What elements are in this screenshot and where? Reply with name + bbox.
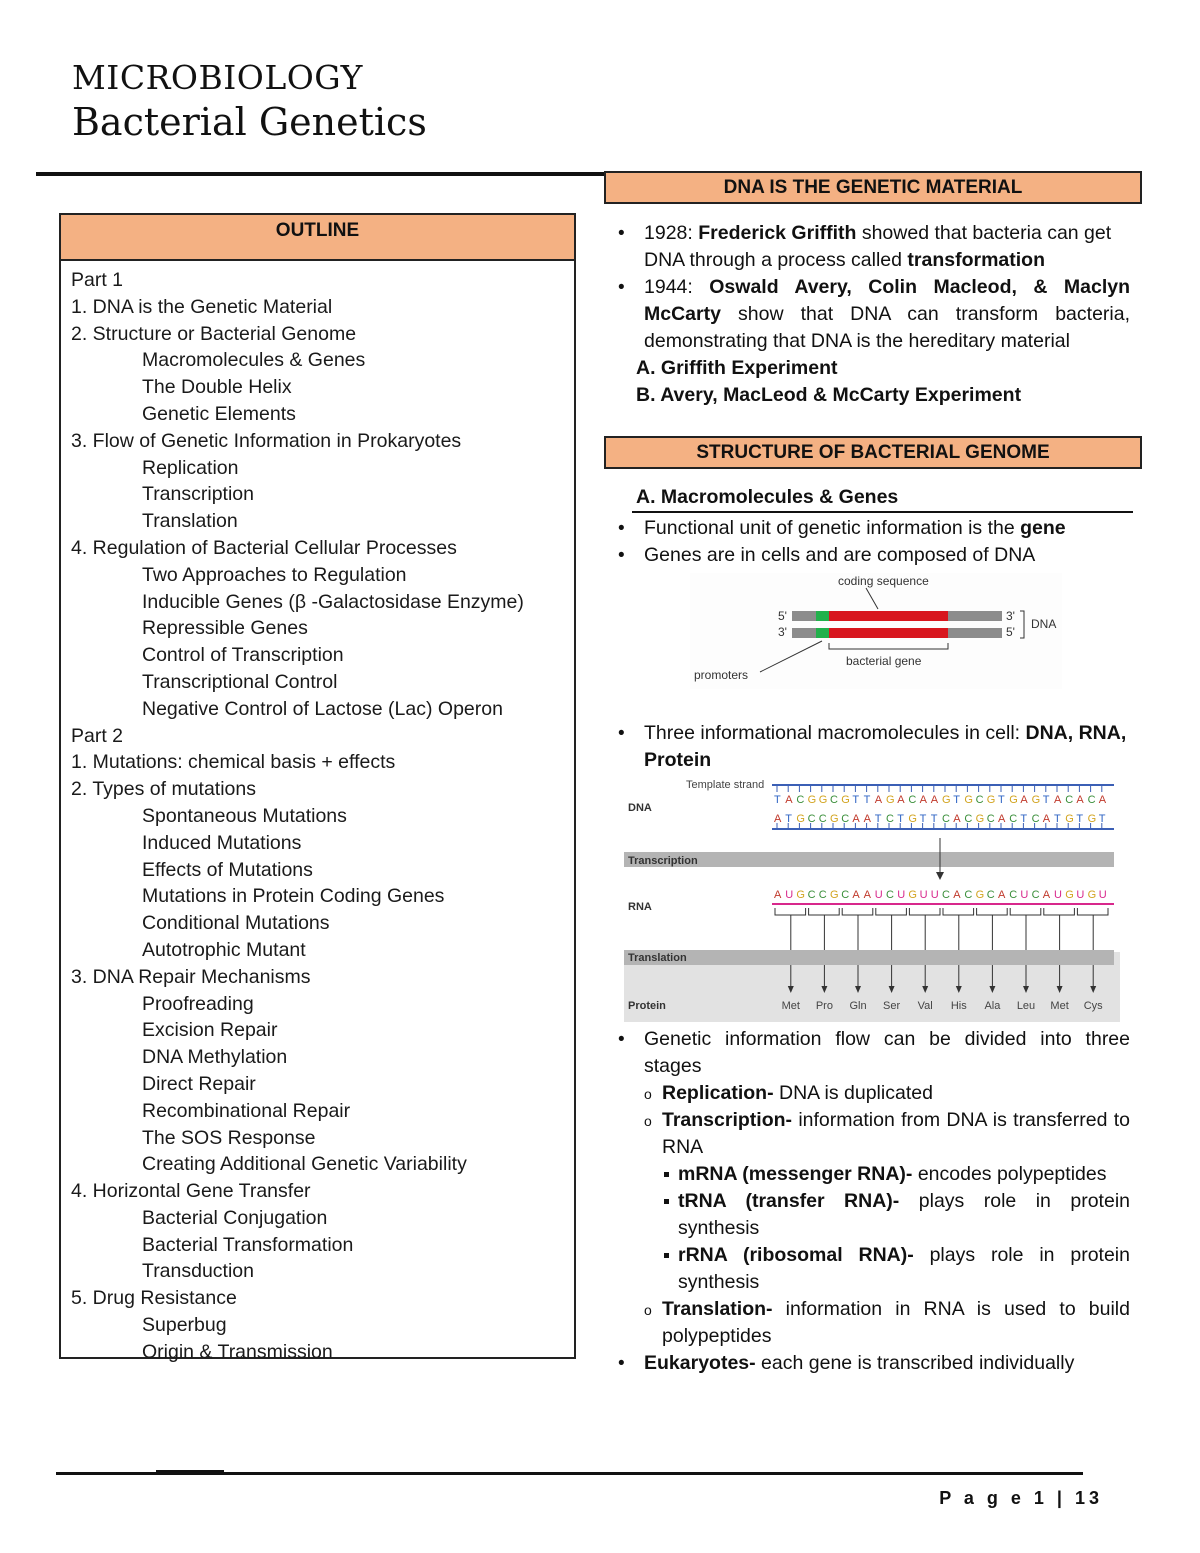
replication-item: o Replication- DNA is duplicated — [644, 1080, 1130, 1107]
nucleotide: C — [964, 813, 973, 825]
outline-item: 1. DNA is the Genetic Material — [71, 295, 333, 318]
outline-subitem: Repressible Genes — [142, 617, 308, 640]
nucleotide: T — [1020, 813, 1028, 825]
nucleotide: A — [774, 889, 782, 901]
outline-item: 5. Drug Resistance — [71, 1287, 237, 1310]
outline-item: Part 1 — [71, 269, 124, 291]
nucleotide: C — [1009, 813, 1018, 825]
nucleotide: T — [874, 813, 882, 825]
nucleotide: C — [986, 889, 995, 901]
outline-subitem: Transcriptional Control — [142, 670, 338, 693]
outline-subitem: Control of Transcription — [142, 644, 344, 667]
nucleotide: U — [1054, 889, 1062, 901]
outline-item: 3. DNA Repair Mechanisms — [71, 965, 311, 988]
nucleotide: T — [1098, 813, 1106, 825]
outline-item: 3. Flow of Genetic Information in Prokaryotes — [71, 429, 462, 452]
outline-subitem: Macromolecules & Genes — [142, 349, 366, 372]
nucleotide: G — [807, 794, 817, 806]
nucleotide: C — [841, 889, 850, 901]
outline-subitem: Negative Control of Lactose (Lac) Operon — [142, 697, 503, 720]
outline-subitem: Transcription — [142, 483, 254, 506]
outline-subitem: Transduction — [142, 1260, 255, 1283]
nucleotide: T — [1054, 813, 1061, 825]
nucleotide: U — [1098, 889, 1107, 901]
outline-subitem: Conditional Mutations — [142, 912, 330, 935]
macromolecules-subheading: A. Macromolecules & Genes — [636, 486, 899, 508]
genome-section-header: STRUCTURE OF BACTERIAL GENOME — [604, 436, 1142, 469]
amino-acid-label: Gln — [849, 1000, 867, 1012]
nucleotide: C — [908, 794, 917, 806]
promoters-label: promoters — [694, 668, 749, 682]
griffith-experiment: A. Griffith Experiment — [636, 357, 838, 379]
outline-subitem: The SOS Response — [142, 1126, 316, 1149]
gene-bullets — [614, 515, 1130, 569]
dna-row-label: DNA — [628, 802, 652, 814]
topic-title: Bacterial Genetics — [72, 100, 427, 144]
five-prime-left: 5' — [778, 609, 787, 623]
outline-subitem: DNA Methylation — [142, 1046, 288, 1069]
bacterial-gene-label: bacterial gene — [846, 654, 922, 668]
downstream-strand-top — [948, 611, 1002, 621]
outline-subitem: Spontaneous Mutations — [142, 804, 347, 827]
five-prime-right: 5' — [1006, 625, 1015, 639]
translation-item: o Translation- information in RNA is used to build polypeptides — [644, 1296, 1130, 1350]
nucleotide: A — [998, 889, 1006, 901]
macromolecules-bullet: • Three informational macromolecules in cell: DNA, RNA, Protein — [614, 720, 1130, 774]
outline-subitem: Proofreading — [142, 992, 254, 1015]
outline-subitem: Replication — [142, 456, 239, 479]
nucleotide: G — [975, 889, 985, 901]
header-rule — [36, 172, 606, 176]
nucleotide: C — [818, 889, 827, 901]
amino-acid-label: Met — [1050, 1000, 1069, 1012]
nucleotide: G — [830, 813, 839, 825]
nucleotide: G — [1031, 794, 1041, 806]
nucleotide: C — [1065, 794, 1074, 806]
avery-bullet: • 1944: Oswald Avery, Colin Macleod, & Maclyn McCarty show that DNA can transform bacteria, demonstrating that DNA is the hereditary material — [614, 274, 1130, 355]
amino-acid-label: His — [950, 1000, 967, 1012]
page-number: P a g e 1 | 13 — [939, 1488, 1103, 1508]
nucleotide: A — [953, 889, 961, 901]
nucleotide: T — [897, 813, 904, 825]
rna-row-label: RNA — [628, 901, 652, 913]
nucleotide: T — [998, 794, 1005, 806]
nucleotide: G — [1065, 889, 1074, 901]
nucleotide: U — [897, 889, 906, 901]
nucleotide: G — [942, 794, 951, 806]
outline-subitem: Mutations in Protein Coding Genes — [142, 885, 445, 908]
amino-acid-label: Val — [917, 1000, 933, 1012]
nucleotide: A — [1054, 794, 1062, 806]
nucleotide: A — [919, 794, 927, 806]
translation-band — [624, 950, 1114, 965]
nucleotide: G — [1087, 889, 1097, 901]
outline-subitem: Excision Repair — [142, 1019, 278, 1042]
nucleotide: A — [953, 813, 961, 825]
nucleotide: A — [852, 813, 860, 825]
amino-acid-label: Leu — [1016, 1000, 1036, 1012]
amino-acid-label: Ala — [984, 1000, 1001, 1012]
nucleotide: A — [930, 794, 939, 806]
nucleotide: U — [874, 889, 883, 901]
nucleotide: T — [930, 813, 938, 825]
nucleotide: C — [986, 813, 995, 825]
outline-subitem: Creating Additional Genetic Variability — [142, 1153, 467, 1176]
nucleotide: U — [1020, 889, 1029, 901]
outline-list — [61, 261, 574, 1366]
nucleotide: C — [942, 889, 950, 901]
coding-region-bottom — [829, 628, 948, 638]
outline-item: 2. Types of mutations — [71, 778, 256, 801]
three-prime-left: 3' — [778, 625, 787, 639]
nucleotide: A — [1042, 889, 1051, 901]
nucleotide: U — [1076, 889, 1085, 901]
nucleotide: C — [818, 813, 827, 825]
nucleotide: C — [886, 889, 894, 901]
dna-section-body — [614, 220, 1130, 409]
footer-rule-accent — [156, 1470, 224, 1475]
gene-unit-bullet: • Functional unit of genetic information is the gene — [614, 515, 1130, 542]
nucleotide: A — [1076, 794, 1084, 806]
nucleotide: C — [1031, 889, 1040, 901]
outline-subitem: Translation — [142, 510, 238, 533]
nucleotide: G — [908, 889, 917, 901]
dna-label: DNA — [1031, 617, 1057, 631]
nucleotide: A — [897, 794, 905, 806]
promoter-top — [816, 611, 829, 621]
downstream-strand-bottom — [948, 628, 1002, 638]
bacterial-gene-figure — [690, 573, 1062, 689]
central-dogma-figure — [624, 776, 1120, 1022]
nucleotide: C — [964, 889, 973, 901]
coding-region-top — [829, 611, 948, 621]
nucleotide: T — [919, 813, 927, 825]
upstream-strand-top — [792, 611, 816, 621]
nucleotide: G — [818, 794, 828, 806]
nucleotide: A — [874, 794, 883, 806]
nucleotide: G — [964, 794, 973, 806]
outline-subitem: Superbug — [142, 1314, 227, 1337]
nucleotide: C — [1009, 889, 1018, 901]
nucleotide: T — [1042, 794, 1050, 806]
nucleotide: G — [796, 813, 805, 825]
outline-subitem: Bacterial Conjugation — [142, 1206, 328, 1229]
nucleotide: T — [1076, 813, 1084, 825]
nucleotide: C — [975, 794, 984, 806]
amino-acid-label: Pro — [815, 1000, 833, 1012]
coding-sequence-label: coding sequence — [838, 574, 929, 588]
outline-subitem: Direct Repair — [142, 1072, 256, 1095]
nucleotide: C — [942, 813, 950, 825]
outline-item: 1. Mutations: chemical basis + effects — [71, 751, 396, 774]
nucleotide: C — [841, 813, 850, 825]
nucleotide: A — [1042, 813, 1051, 825]
outline-subitem: Bacterial Transformation — [142, 1233, 354, 1256]
nucleotide: A — [1020, 794, 1028, 806]
dna-section-header: DNA IS THE GENETIC MATERIAL — [604, 171, 1142, 204]
outline-subitem: The Double Helix — [142, 376, 292, 399]
flow-block — [614, 1026, 1130, 1377]
nucleotide: G — [830, 889, 839, 901]
trna-item: tRNA (transfer RNA)- plays role in protein synthesis — [662, 1188, 1130, 1242]
nucleotide: T — [863, 794, 871, 806]
transcription-item: o Transcription- information from DNA is transferred to RNA mRNA (messenger RNA)- encodes polypeptides tRNA (transfer RNA)- plays role in protein synthesis rRNA (ribosomal RNA)- plays role in protein synthesis — [644, 1107, 1130, 1296]
nucleotide: C — [807, 813, 816, 825]
outline-subitem: Origin & Transmission — [142, 1340, 333, 1363]
nucleotide: T — [785, 813, 792, 825]
amino-acid-label: Cys — [1083, 1000, 1103, 1012]
outline-subitem: Effects of Mutations — [142, 858, 313, 881]
nucleotide: T — [774, 794, 781, 806]
outline-subitem: Induced Mutations — [142, 831, 302, 854]
three-prime-right: 3' — [1006, 609, 1015, 623]
nucleotide: T — [852, 794, 860, 806]
eukaryotes-bullet: • Eukaryotes- each gene is transcribed individually — [614, 1350, 1130, 1377]
outline-header: OUTLINE — [61, 215, 574, 261]
nucleotide: C — [796, 794, 805, 806]
nucleotide: C — [886, 813, 894, 825]
nucleotide: C — [830, 794, 838, 806]
nucleotide: G — [841, 794, 850, 806]
nucleotide: G — [908, 813, 917, 825]
template-strand-label: Template strand — [686, 779, 765, 791]
nucleotide: A — [774, 813, 782, 825]
outline-subitem: Recombinational Repair — [142, 1099, 351, 1122]
nucleotide: G — [886, 794, 895, 806]
rrna-item: rRNA (ribosomal RNA)- plays role in protein synthesis — [662, 1242, 1130, 1296]
outline-subitem: Genetic Elements — [142, 402, 296, 425]
nucleotide: G — [1087, 813, 1097, 825]
outline-box — [59, 213, 576, 1363]
outline-subitem: Autotrophic Mutant — [142, 938, 306, 961]
outline-item: Part 2 — [71, 724, 124, 747]
nucleotide: A — [785, 794, 793, 806]
nucleotide: A — [852, 889, 860, 901]
nucleotide: T — [953, 794, 960, 806]
nucleotide: C — [1031, 813, 1040, 825]
flow-bullet: • Genetic information flow can be divided into three stages o Replication- DNA is duplicated o Transcription- information from DNA is transferred to RNA mRNA (messenger RNA)- encodes polypeptides tRNA (transfer RNA)- plays role in protein synthesis rRNA (ribosomal RNA)- plays role in protein synthesis o Translation- information in RNA is used to build polypeptides — [614, 1026, 1130, 1350]
outline-subitem: Inducible Genes (β -Galactosidase Enzyme) — [142, 590, 524, 613]
subject-title: MICROBIOLOGY — [72, 58, 363, 97]
nucleotide: C — [1087, 794, 1096, 806]
outline-item: 4. Horizontal Gene Transfer — [71, 1180, 311, 1203]
nucleotide: A — [863, 813, 871, 825]
nucleotide: G — [796, 889, 805, 901]
nucleotide: C — [807, 889, 816, 901]
genes-dna-bullet: • Genes are in cells and are composed of DNA — [614, 542, 1130, 569]
nucleotide: G — [1065, 813, 1074, 825]
amino-acid-label: Met — [781, 1000, 800, 1012]
nucleotide: A — [1098, 794, 1107, 806]
mrna-item: mRNA (messenger RNA)- encodes polypeptides — [662, 1161, 1130, 1188]
subheading-rule — [632, 511, 1133, 513]
nucleotide: A — [998, 813, 1006, 825]
transcription-label: Transcription — [628, 855, 698, 867]
outline-item: 4. Regulation of Bacterial Cellular Processes — [71, 536, 457, 559]
griffith-bullet: • 1928: Frederick Griffith showed that bacteria can get DNA through a process called transformation — [614, 220, 1130, 274]
nucleotide: U — [919, 889, 928, 901]
nucleotide: G — [975, 813, 985, 825]
outline-item: 2. Structure or Bacterial Genome — [71, 322, 357, 345]
avery-experiment: B. Avery, MacLeod & McCarty Experiment — [636, 384, 1022, 406]
nucleotide: A — [863, 889, 871, 901]
macromolecules-bullet-block — [614, 720, 1130, 774]
nucleotide: G — [986, 794, 996, 806]
translation-label: Translation — [628, 952, 687, 964]
nucleotide: G — [1009, 794, 1018, 806]
protein-row-label: Protein — [628, 1000, 666, 1012]
outline-subitem: Two Approaches to Regulation — [142, 563, 407, 586]
amino-acid-label: Ser — [883, 1000, 901, 1012]
nucleotide: U — [930, 889, 939, 901]
promoter-bottom — [816, 628, 829, 638]
nucleotide: U — [785, 889, 794, 901]
upstream-strand-bottom — [792, 628, 816, 638]
